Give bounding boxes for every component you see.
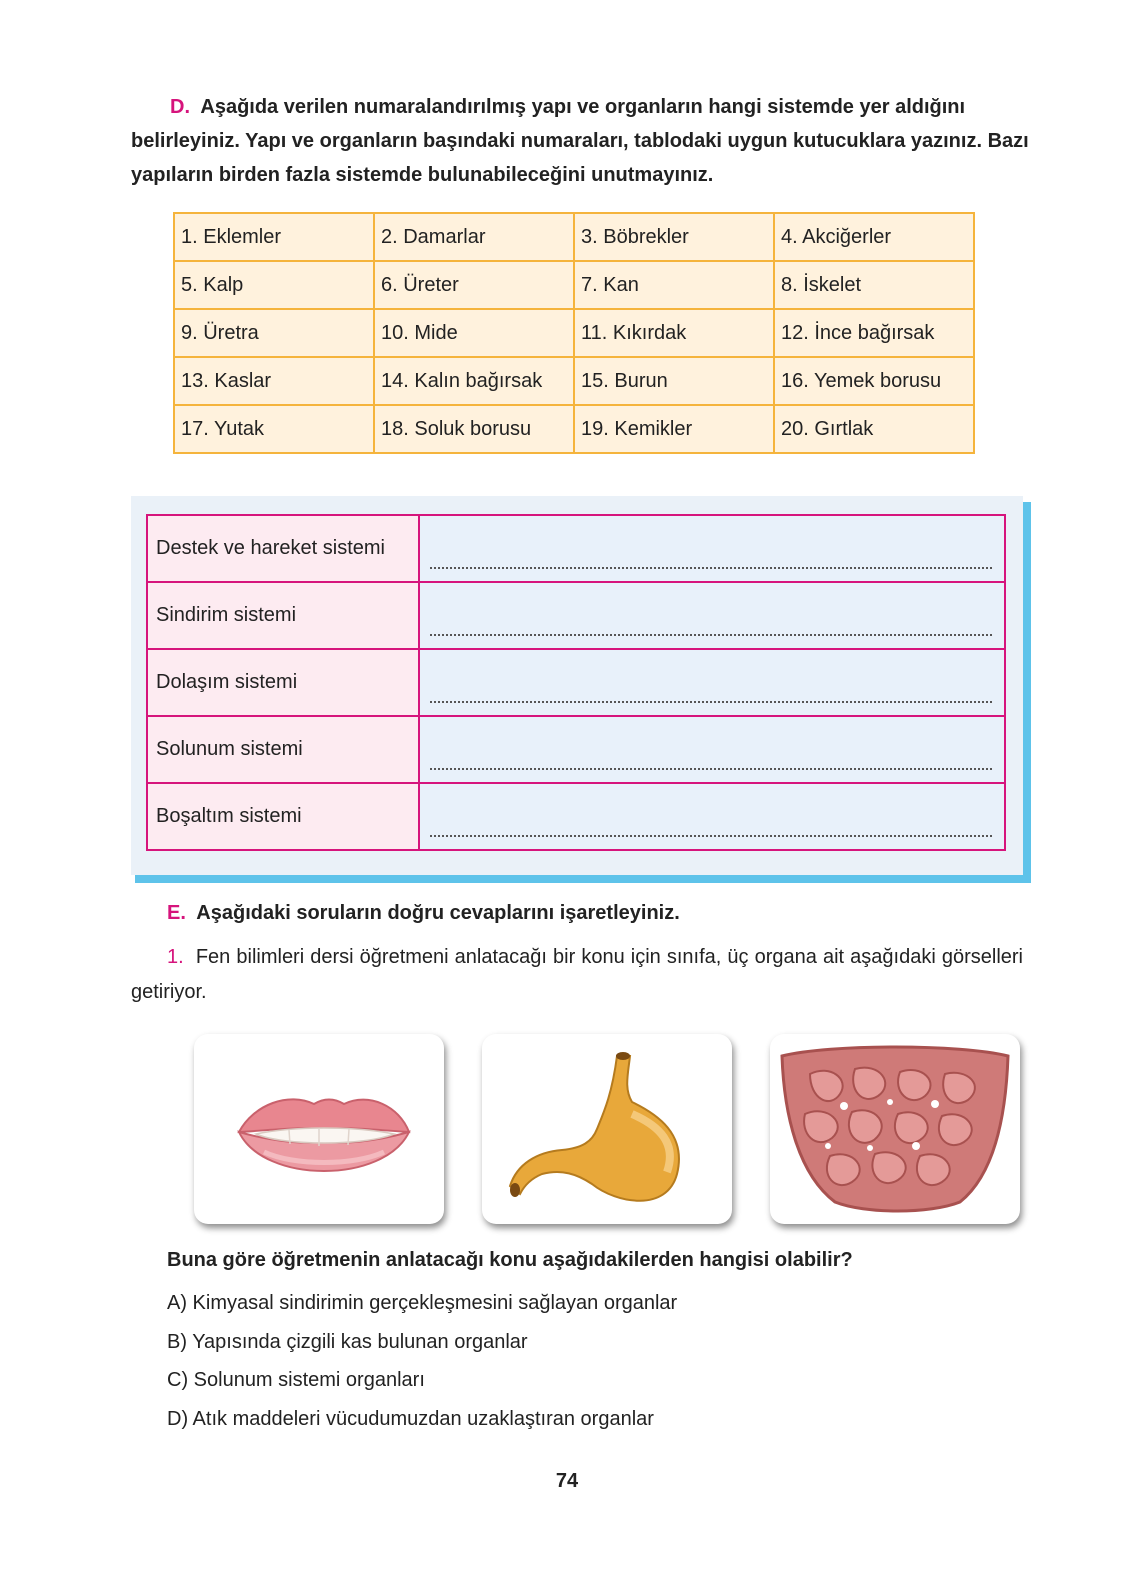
organ-cell: 19. Kemikler	[574, 405, 774, 453]
organ-cell: 17. Yutak	[174, 405, 374, 453]
organ-cell: 4. Akciğerler	[774, 213, 974, 261]
organ-table	[173, 212, 975, 454]
answer-field[interactable]	[419, 783, 1005, 850]
organ-cell: 15. Burun	[574, 357, 774, 405]
organ-cell: 18. Soluk borusu	[374, 405, 574, 453]
system-label: Dolaşım sistemi	[147, 649, 419, 716]
systems-table	[146, 514, 1006, 851]
section-e-title	[167, 902, 680, 925]
dotted-line	[430, 701, 992, 703]
lips-illustration	[194, 1034, 444, 1224]
question-1	[131, 940, 1023, 1010]
organ-cell: 12. İnce bağırsak	[774, 309, 974, 357]
organ-cell: 6. Üreter	[374, 261, 574, 309]
table-row	[174, 357, 974, 405]
organ-cell: 9. Üretra	[174, 309, 374, 357]
organ-cell: 11. Kıkırdak	[574, 309, 774, 357]
option-a[interactable]: A) Kimyasal sindirimin gerçekleşmesini sağlayan organlar	[167, 1292, 678, 1314]
question-1-number: 1.	[167, 946, 184, 968]
dotted-line	[430, 567, 992, 569]
question-prompt: Buna göre öğretmenin anlatacağı konu aşağıdakilerden hangisi olabilir?	[167, 1249, 853, 1271]
organ-cell: 7. Kan	[574, 261, 774, 309]
dotted-line	[430, 835, 992, 837]
dotted-line	[430, 634, 992, 636]
section-d-instruction	[131, 90, 1041, 192]
table-row	[147, 649, 1005, 716]
section-d-text: Aşağıda verilen numaralandırılmış yapı ve organların hangi sistemde yer aldığını belirleyiniz. Yapı ve organların başındaki numaraları, tablodaki uygun kutucuklara yazınız. Bazı yapıların birden fazla sistemde bulunabileceğini unutmayınız.	[131, 96, 1029, 186]
dotted-line	[430, 768, 992, 770]
organ-cell: 14. Kalın bağırsak	[374, 357, 574, 405]
table-row	[174, 309, 974, 357]
organ-cell: 3. Böbrekler	[574, 213, 774, 261]
lips-image	[194, 1034, 444, 1224]
organ-cell: 1. Eklemler	[174, 213, 374, 261]
option-c[interactable]: C) Solunum sistemi organları	[167, 1369, 425, 1391]
organ-cell: 2. Damarlar	[374, 213, 574, 261]
system-label: Sindirim sistemi	[147, 582, 419, 649]
system-label: Solunum sistemi	[147, 716, 419, 783]
table-row	[174, 213, 974, 261]
intestine-illustration	[770, 1034, 1020, 1224]
table-row	[147, 582, 1005, 649]
organ-cell: 20. Gırtlak	[774, 405, 974, 453]
table-row	[147, 515, 1005, 582]
answer-field[interactable]	[419, 515, 1005, 582]
option-d[interactable]: D) Atık maddeleri vücudumuzdan uzaklaştıran organlar	[167, 1408, 654, 1430]
organ-cell: 13. Kaslar	[174, 357, 374, 405]
answer-field[interactable]	[419, 582, 1005, 649]
table-row	[174, 261, 974, 309]
system-label: Destek ve hareket sistemi	[147, 515, 419, 582]
stomach-illustration	[482, 1034, 732, 1224]
table-row	[147, 716, 1005, 783]
stomach-image	[482, 1034, 732, 1224]
organ-cell: 8. İskelet	[774, 261, 974, 309]
page-number: 74	[555, 1470, 579, 1492]
table-row	[147, 783, 1005, 850]
answer-field[interactable]	[419, 649, 1005, 716]
section-d-letter: D.	[170, 96, 190, 118]
organ-cell: 16. Yemek borusu	[774, 357, 974, 405]
question-1-text: Fen bilimleri dersi öğretmeni anlatacağı bir konu için sınıfa, üç organa ait aşağıdaki görselleri getiriyor.	[131, 946, 1023, 1003]
answer-field[interactable]	[419, 716, 1005, 783]
intestine-image	[770, 1034, 1020, 1224]
section-e-letter: E.	[167, 902, 186, 924]
table-row	[174, 405, 974, 453]
section-e-title-text: Aşağıdaki soruların doğru cevaplarını işaretleyiniz.	[196, 902, 680, 924]
organ-cell: 5. Kalp	[174, 261, 374, 309]
option-b[interactable]: B) Yapısında çizgili kas bulunan organlar	[167, 1331, 528, 1353]
system-label: Boşaltım sistemi	[147, 783, 419, 850]
organ-cell: 10. Mide	[374, 309, 574, 357]
